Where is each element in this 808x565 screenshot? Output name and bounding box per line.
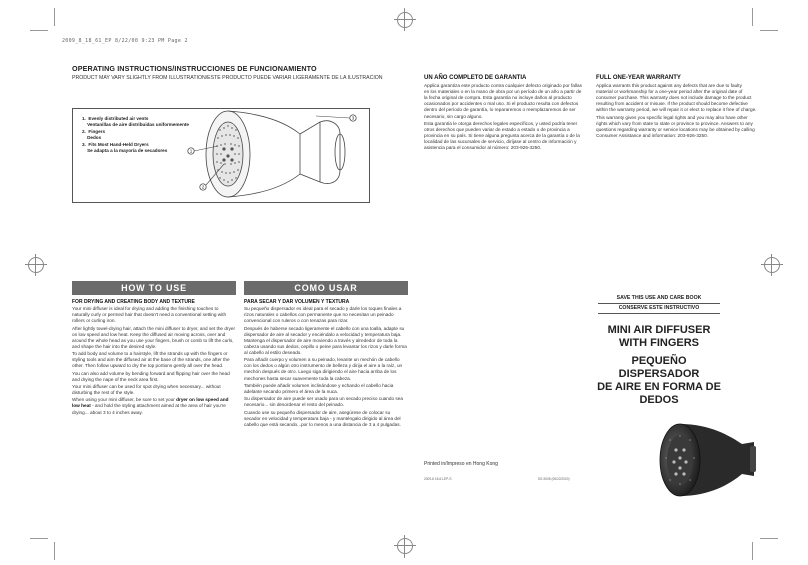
legend-number: 3. [82,142,86,148]
text-run: - and hold the styling attachment aimed at the area of hair you're drying... about 3 to 4 inches away. [72,403,226,415]
garantia-paragraph: Esta garantía le otorga derechos legales específicos, y usted podría tener otros derechos que pueden variar de estado a estado o de provincia a provincia en su país. Si tiene alguna pregunta acerca de la garantía o de la localidad de las sucursales de servicio, diríjase al centro de información y asistencia para el consumidor al número: 203-926-3250. [424,120,580,151]
how-to-use-paragraph [72,397,236,415]
legend-es: Dedos [87,134,102,140]
product-title-en [590,324,728,350]
print-header: 2009_8_18_61_EP 8/22/00 9:23 PM Page 2 [62,38,188,44]
callout-3: 3 [351,115,355,121]
callout-1: 1 [189,148,193,154]
registration-mark [764,257,780,273]
como-usar-paragraph: Para añadir cuerpo y volumen a su peinado, levante un mechón de cabello con los dedos o algún otro instrumento de belleza y dirija el aire a la raíz, un mechón después de otro. Luego siga dirigiendo el aire hacia arriba de los mechones hasta secar suavemente toda la cabeza. [244,357,403,381]
legend-es: Ventanillas de aire distribuidas uniformemente [87,121,189,127]
diffuser-illustration [180,104,370,202]
garantia-section [424,75,586,153]
operating-subtitle: PRODUCT MAY VARY SLIGHTLY FROM ILLUSTRATION/ESTE PRODUCTO PUEDE VARIAR LIGERAMENTE DE LA ILUSTRACION [72,75,383,81]
como-usar-paragraph: Cuando use su pequeño dispersador de aire, asegúrese de colocar su secador en velocidad y temperatura baja - y manténgalo dirigido al área del cabello que está secando...por lo menos a una distancia de 3 a 4 pulgadas. [244,409,401,427]
save-book-label: SAVE THIS USE AND CARE BOOK [616,295,702,301]
legend-item [82,142,189,153]
printed-in: Printed in/Impreso en Hong Kong [424,461,498,467]
code-left: 2009-8 18-61-EP-S [424,477,452,481]
como-usar-paragraph: Su pequeño dispersador es ideal para el secado y darle los toques finales a rizos naturales o cabellos con permanente que no necesitan un peinado convencional con ruleros o con tenazas para rizar. [244,306,402,324]
crop-mark [54,542,55,560]
text-run: When using your mini diffuser, be sure to set your [72,397,177,403]
como-usar-paragraph: También puede añadir volumen inclinándose y echando el cabello hacia adelante secando primero el área de la nuca. [244,382,394,394]
legend-en: Fingers [88,129,105,135]
crop-mark [752,8,753,26]
how-to-use-paragraph: Your mini diffuser is ideal for drying and adding the finishing touches to naturally curly or permed hair that doesn't need a conventional setting with rollers or curling iron. [72,306,227,324]
legend-en: Fits Most Hand-Held Dryers [88,142,149,148]
how-to-use-subheading: FOR DRYING AND CREATING BODY AND TEXTURE [72,299,195,305]
product-title-es [590,355,728,407]
registration-mark [397,538,413,554]
title-line: PEQUEÑO DISPERSADOR [618,355,700,380]
how-to-use-paragraph: To add body and volume to a hairstyle, lift the strands up with the fingers or styling tools and aim the diffused air at the base of the strands, one after the other. Then follow upward to dry the top portions gently all over the head. [72,351,230,369]
divider [598,313,720,314]
crop-mark [30,538,48,539]
registration-mark [28,257,44,273]
legend-item [82,116,189,127]
warranty-paragraph: Applica warrants this product against any defects that are due to faulty material or workmanship for a one-year period after the original date of consumer purchase. This warranty does not include damage to the product resulting from accident or misuse. If the product should become defective within the warranty period, we will repair it or elect to replace it free of charge. [596,83,757,113]
how-to-use-heading: HOW TO USE [72,281,236,295]
how-to-use-body [72,299,236,417]
how-to-use-paragraph: After lightly towel-drying hair, attach the mini diffuser to dryer, and set the dryer on low speed and low heat. Keep the diffused air moving across, over and around the whole head as you use your fingers, brush or comb to lift the curls, and shape the hair into the desired style. [72,325,236,349]
warranty-section [596,75,758,140]
legend-number: 2. [82,129,86,135]
crop-mark [760,30,778,31]
registration-mark [397,12,413,28]
crop-mark [752,542,753,560]
legend-item [82,129,189,140]
divider [598,303,720,304]
legend-number: 1. [82,116,86,121]
title-line: MINI AIR DIFFUSER [607,324,711,336]
warranty-paragraph: This warranty gives you specific legal rights and you may also have other rights which vary from state to state or province to province. Answers to any questions regarding warranty or service locations may be obtained by calling Consumer Assistance and information: 203-926-3250. [596,114,755,139]
conserve-label: CONSERVE ESTE INSTRUCTIVO [618,305,700,311]
title-line: WITH FINGERS [618,337,700,349]
operating-title: OPERATING INSTRUCTIONS/INSTRUCCIONES DE FUNCIONAMIENTO [72,64,317,73]
figure-legend [82,116,189,156]
callout-2: 2 [201,184,205,190]
warranty-title: FULL ONE-YEAR WARRANTY [596,75,681,81]
product-photo [650,418,760,500]
como-usar-paragraph: Su dispersador de aire puede ser usado para un secado preciso cuando sea necesario... sin desordenar el resto del peinado. [244,396,403,408]
title-line: DE AIRE EN FORMA DE DEDOS [597,381,721,406]
legend-es: Se adapta a la mayoría de secadores [87,147,168,153]
legend-en: Evenly distributed air vents [88,116,149,121]
crop-mark [54,8,55,26]
emphasis: dryer on low speed and low heat [72,397,229,409]
crop-mark [760,538,778,539]
como-usar-body [244,299,408,429]
how-to-use-paragraph: You can also add volume by bending forward and flipping hair over the head and drying the nape of the neck area first. [72,370,230,382]
como-usar-subheading: PARA SECAR Y DAR VOLUMEN Y TEXTURA [244,299,350,305]
garantia-title: UN AÑO COMPLETO DE GARANTIA [424,75,527,81]
crop-mark [30,30,48,31]
como-usar-heading: COMO USAR [244,281,408,295]
code-right: DS-9008 (08/22/2000) [538,477,570,481]
como-usar-paragraph: Después de haberse secado ligeramente el cabello con una toalla, adapte su dispersador de aire al secador y enciéndalo a velocidad y temperatura baja. Mantenga el dispersador de aire moviendo a través y alrededor de toda la cabeza usando sus dedos, cepillo o peine para levantar los rizos y darle forma al cabello al estilo deseado. [244,325,407,355]
how-to-use-paragraph: Your mini diffuser can be used for spot drying when necessary... without disturbing the rest of the style. [72,383,221,396]
garantia-paragraph: Applica garantiza este producto contra cualquier defecto originado por fallas en los materiales o en la mano de obra por un período de un año a partir de la fecha original de compra. Esta garantía no incluye daños al producto ocasionados por accidentes o mal uso. Si el producto resulta con defectos dentro del período de garantía, lo repararemos o reemplazaremos de ser necesario, sin cargo alguno. [424,83,582,119]
